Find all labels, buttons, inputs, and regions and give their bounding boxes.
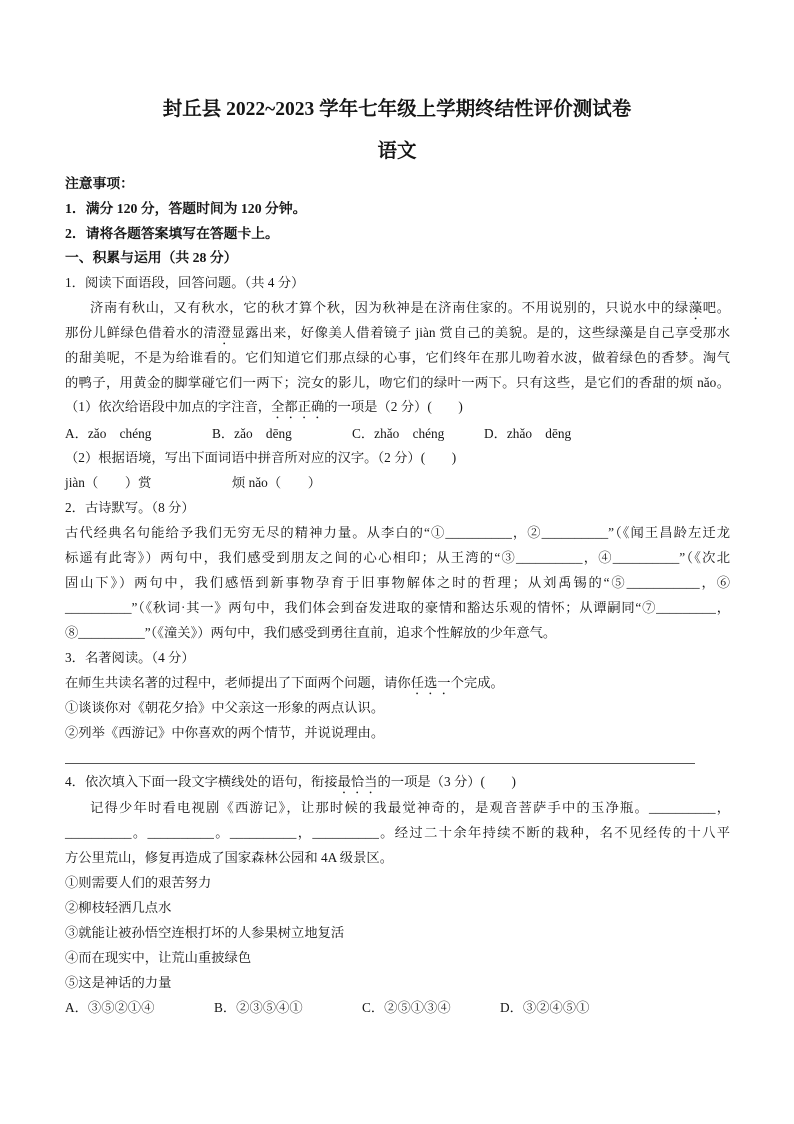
option-d: D．③②④⑤① — [500, 1000, 590, 1015]
passage-line: 方公里荒山，修复再造成了国家森林公园和 4A 级景区。 — [65, 850, 393, 865]
notice-item: 2．请将各题答案填写在答题卡上。 — [65, 226, 279, 241]
passage-line: __________。__________。__________，__________。经过二十余年持续不断的栽种，名不见经传的十八平 — [65, 825, 730, 840]
intro-text: 个完成。 — [450, 675, 504, 690]
exam-title: 封丘县 2022~2023 学年七年级上学期终结性评价测试卷 — [162, 99, 632, 120]
question-intro — [65, 673, 504, 698]
option-a: A．zǎo chéng — [65, 426, 152, 441]
question-item: ②列举《西游记》中你喜欢的两个情节，并说说理由。 — [65, 725, 385, 740]
section-heading: 一、积累与运用（共 28 分） — [65, 250, 238, 265]
emphasized-text: 任选一 — [410, 675, 451, 690]
emphasized-char: 澄 — [217, 325, 232, 340]
notice-heading: 注意事项： — [65, 176, 134, 191]
option-d: D．zhǎo dēng — [484, 426, 572, 441]
option-b: B．②③⑤④① — [214, 1000, 303, 1015]
stem-text: 4．依次填入下面一段文字横线处的语句，衔接 — [65, 774, 338, 789]
question-stem: 2．古诗默写。（8 分） — [65, 500, 195, 515]
passage-text: 的鸭子，用黄金的脚掌碰它们一两下；浣女的影儿，吻它们的绿叶一两下。只有这些，是它们的香甜的烦 nǎo。 — [65, 375, 730, 390]
passage-line — [65, 373, 730, 393]
option-c: C．②⑤①③④ — [362, 1000, 451, 1015]
question-text-line: ⑧__________”（《潼关》）两句中，我们感受到勇往直前，追求个性解放的少年意气。 — [65, 625, 557, 640]
choice-item: ④而在现实中，让荒山重披绿色 — [65, 950, 252, 965]
answer-line — [65, 763, 695, 764]
sub-question-stem: （2）根据语境，写出下面词语中拼音所对应的汉字。（2 分）( ) — [65, 450, 457, 465]
intro-text: 在师生共读名著的过程中，老师提出了下面两个问题，请你 — [65, 675, 411, 690]
question-text-line: __________”（《秋词·其一》两句中，我们体会到奋发进取的豪情和豁达乐观的情怀；从谭嗣同“⑦_________， — [65, 600, 730, 615]
passage-line — [65, 348, 730, 368]
choice-item: ⑤这是神话的力量 — [65, 975, 172, 990]
passage-text: 那份儿鲜绿色借着水的清 — [65, 325, 218, 340]
emphasized-char: 藻 — [688, 300, 703, 315]
question-text-line: 古代经典名句能给予我们无穷无尽的精神力量。从李白的“①__________，②__________”（《闻王昌龄左迁龙 — [65, 525, 730, 540]
question-text-line: 标遥有此寄》）两句中，我们感受到朋友之间的心心相印；从王湾的“③__________，④__________”（《次北 — [65, 550, 730, 565]
option-c: C．zhǎo chéng — [352, 426, 445, 441]
option-b: B．zǎo dēng — [212, 426, 292, 441]
emphasized-text: 最恰当 — [337, 774, 378, 789]
question-stem — [65, 772, 516, 797]
stem-text: 的一项是（3 分）( ) — [377, 774, 516, 789]
passage-line: 记得少年时看电视剧《西游记》，让那时候的我最觉神奇的，是观音菩萨手中的玉净瓶。__________， — [90, 800, 730, 815]
passage-text: 的甜美呢，不是为给谁看的。它们知道它们那点绿的心事，它们终年在那儿吻着水波，做着绿色的香梦。淘气 — [65, 350, 730, 365]
passage-line — [90, 298, 730, 323]
question-text-line: 固山下》）两句中，我们感悟到新事物孕育于旧事物解体之时的哲理；从刘禹锡的“⑤___________，⑥ — [65, 575, 730, 590]
question-stem: 3．名著阅读。（4 分） — [65, 650, 195, 665]
emphasized-text: 全都正确 — [271, 399, 325, 414]
question-stem: 1．阅读下面语段，回答问题。（共 4 分） — [65, 275, 305, 290]
fill-blank-item: 烦 nǎo（ ） — [232, 475, 322, 490]
passage-text: 济南有秋山，又有秋水，它的秋才算个秋，因为秋神是在济南住家的。不用说别的，只说水中的绿 — [90, 300, 689, 315]
option-a: A．③⑤②①④ — [65, 1000, 155, 1015]
notice-item: 1．满分 120 分，答题时间为 120 分钟。 — [65, 201, 307, 216]
question-item: ①谈谈你对《朝花夕拾》中父亲这一形象的两点认识。 — [65, 700, 385, 715]
fill-blank-item: jiàn（ ）赏 — [65, 475, 152, 490]
choice-item: ②柳枝轻洒几点水 — [65, 900, 172, 915]
stem-text: 的一项是（2 分）( ) — [324, 399, 463, 414]
passage-line — [65, 323, 730, 348]
sub-question-stem — [65, 397, 463, 422]
choice-item: ③就能让被孙悟空连根打坏的人参果树立地复活 — [65, 925, 345, 940]
passage-text: 吧。 — [702, 300, 731, 315]
passage-text: 显露出来，好像美人借着镜子 jiàn 赏自己的美貌。是的，这些绿藻是自己享受那水 — [231, 325, 731, 340]
stem-text: （1）依次给语段中加点的字注音， — [65, 399, 272, 414]
subject-title: 语文 — [377, 141, 417, 162]
choice-item: ①则需要人们的艰苦努力 — [65, 875, 212, 890]
